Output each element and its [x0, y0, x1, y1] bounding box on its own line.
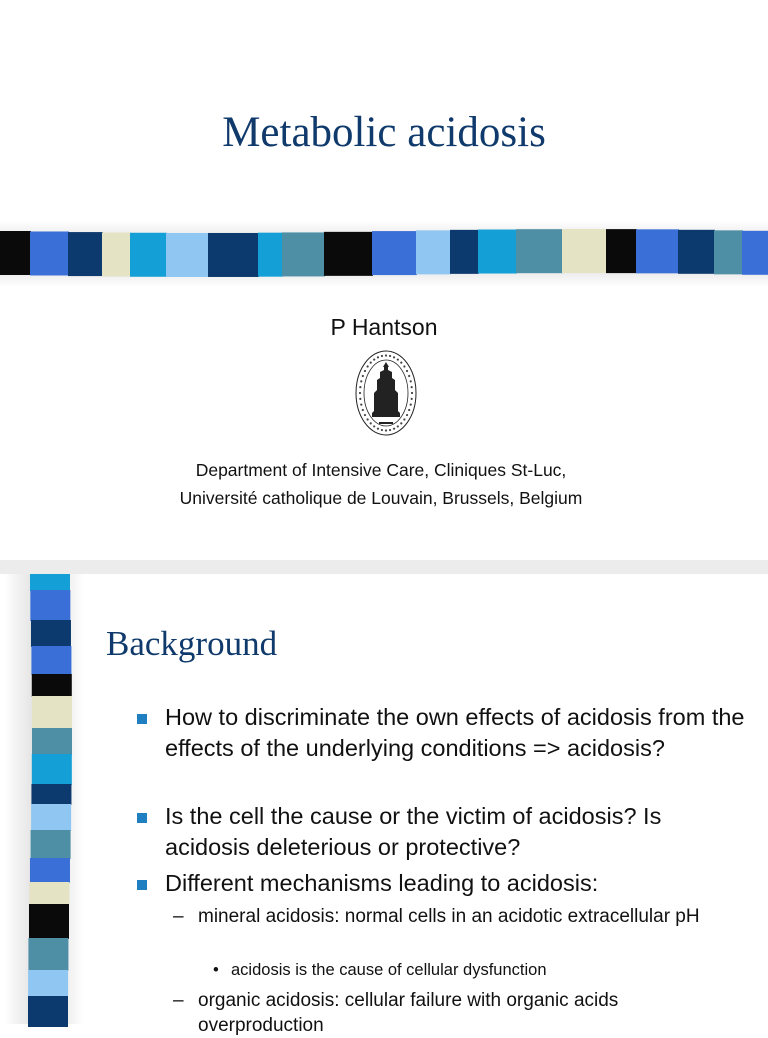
dash-bullet-icon: –	[173, 906, 184, 927]
seal-letter-mark	[360, 380, 362, 382]
seal-letter-mark	[385, 354, 387, 356]
band-segment	[636, 229, 679, 273]
band-segment	[28, 938, 68, 971]
band-segment	[31, 830, 71, 859]
sub-bullet-item: mineral acidosis: normal cells in an acidotic extracellular pH	[198, 906, 700, 927]
seal-letter-mark	[389, 429, 391, 431]
seal-letter-mark	[389, 355, 391, 357]
seal-letter-mark	[367, 418, 369, 420]
band-segment	[28, 970, 68, 997]
band-segment	[30, 231, 69, 275]
bullet-item: How to discriminate the own effects of acidosis from the effects of the underlying conditions => acidosis?	[165, 704, 745, 761]
seal-letter-mark	[364, 414, 366, 416]
seal-letter-mark	[367, 365, 369, 367]
band-segment	[678, 230, 715, 274]
seal-letter-mark	[403, 365, 405, 367]
band-segment	[324, 232, 373, 276]
band-segment	[32, 728, 72, 755]
band-segment	[32, 696, 72, 729]
band-segment	[516, 229, 563, 273]
seal-letter-mark	[411, 392, 413, 394]
band-segment	[0, 231, 31, 275]
seal-letter-mark	[373, 425, 375, 427]
affiliation	[0, 456, 762, 512]
band-segment	[450, 230, 479, 274]
band-segment	[31, 620, 71, 647]
affiliation-line-2: Université catholique de Louvain, Brussels, Belgium	[179, 488, 583, 508]
dash-bullet-icon: –	[173, 990, 184, 1011]
seal-letter-mark	[385, 429, 387, 431]
seal-letter-mark	[393, 356, 395, 358]
seal-letter-mark	[362, 409, 364, 411]
bullet-item: Different mechanisms leading to acidosis:	[165, 870, 599, 896]
seal-letter-mark	[410, 380, 412, 382]
seal-letter-mark	[364, 370, 366, 372]
seal-letter-mark	[373, 358, 375, 360]
seal-letter-mark	[406, 414, 408, 416]
band-segment	[208, 233, 259, 277]
seal-letter-mark	[403, 418, 405, 420]
seal-letter-mark	[359, 386, 361, 388]
band-segment	[606, 229, 637, 273]
decorative-color-band-vertical	[0, 574, 86, 1024]
band-segment	[31, 804, 71, 831]
seal-letter-mark	[359, 392, 361, 394]
sub-sub-bullet-item: acidosis is the cause of cellular dysfunction	[231, 961, 547, 979]
band-segment	[742, 231, 768, 275]
band-segment	[478, 230, 517, 274]
seal-letter-mark	[408, 409, 410, 411]
band-segment	[130, 233, 167, 277]
band-segment	[372, 231, 417, 275]
seal-letter-mark	[377, 428, 379, 430]
seal-letter-mark	[393, 428, 395, 430]
bullet-item: Is the cell the cause or the victim of acidosis? Is acidosis deleterious or protective?	[165, 803, 662, 860]
background-slide	[0, 574, 768, 1036]
band-segment	[31, 784, 71, 805]
university-seal-icon	[353, 348, 419, 438]
seal-letter-mark	[397, 358, 399, 360]
seal-letter-mark	[410, 403, 412, 405]
band-segment	[30, 590, 70, 621]
decorative-color-band-horizontal	[0, 221, 768, 287]
seal-letter-mark	[397, 425, 399, 427]
band-segment	[166, 233, 209, 277]
band-segment	[30, 574, 70, 591]
seal-letter-mark	[359, 398, 361, 400]
seal-letter-mark	[400, 422, 402, 424]
seal-letter-mark	[377, 356, 379, 358]
seal-letter-mark	[381, 429, 383, 431]
band-segment	[32, 754, 72, 785]
seal-letter-mark	[406, 370, 408, 372]
band-segment	[32, 674, 72, 697]
band-segment	[28, 996, 68, 1027]
seal-letter-mark	[400, 362, 402, 364]
band-segment	[29, 882, 69, 905]
band-segment	[68, 232, 103, 276]
band-segment	[258, 233, 283, 277]
band-segment	[102, 233, 131, 277]
sub-bullet-item: organic acidosis: cellular failure with organic acids overproduction	[198, 990, 619, 1036]
seal-letter-mark	[362, 375, 364, 377]
slide-title: Metabolic acidosis	[222, 109, 546, 156]
seal-letter-mark	[370, 362, 372, 364]
band-segment	[562, 229, 607, 273]
bullet-square-icon	[137, 714, 147, 724]
band-segment	[714, 230, 743, 274]
author-name: P Hantson	[330, 314, 438, 340]
seal-letter-mark	[411, 398, 413, 400]
band-segment	[31, 646, 71, 675]
dot-bullet-icon: •	[213, 961, 219, 979]
band-segment	[416, 230, 451, 274]
band-segment	[30, 858, 70, 883]
slide-divider	[0, 560, 768, 574]
seal-letter-mark	[381, 355, 383, 357]
bullet-square-icon	[137, 880, 147, 890]
slide-heading: Background	[106, 624, 278, 663]
band-segment	[282, 232, 325, 276]
band-segment	[29, 904, 69, 939]
seal-letter-mark	[370, 422, 372, 424]
seal-letter-mark	[360, 403, 362, 405]
seal-letter-mark	[408, 375, 410, 377]
bullet-square-icon	[137, 813, 147, 823]
seal-letter-mark	[411, 386, 413, 388]
affiliation-line-1: Department of Intensive Care, Cliniques St-Luc,	[195, 460, 567, 480]
